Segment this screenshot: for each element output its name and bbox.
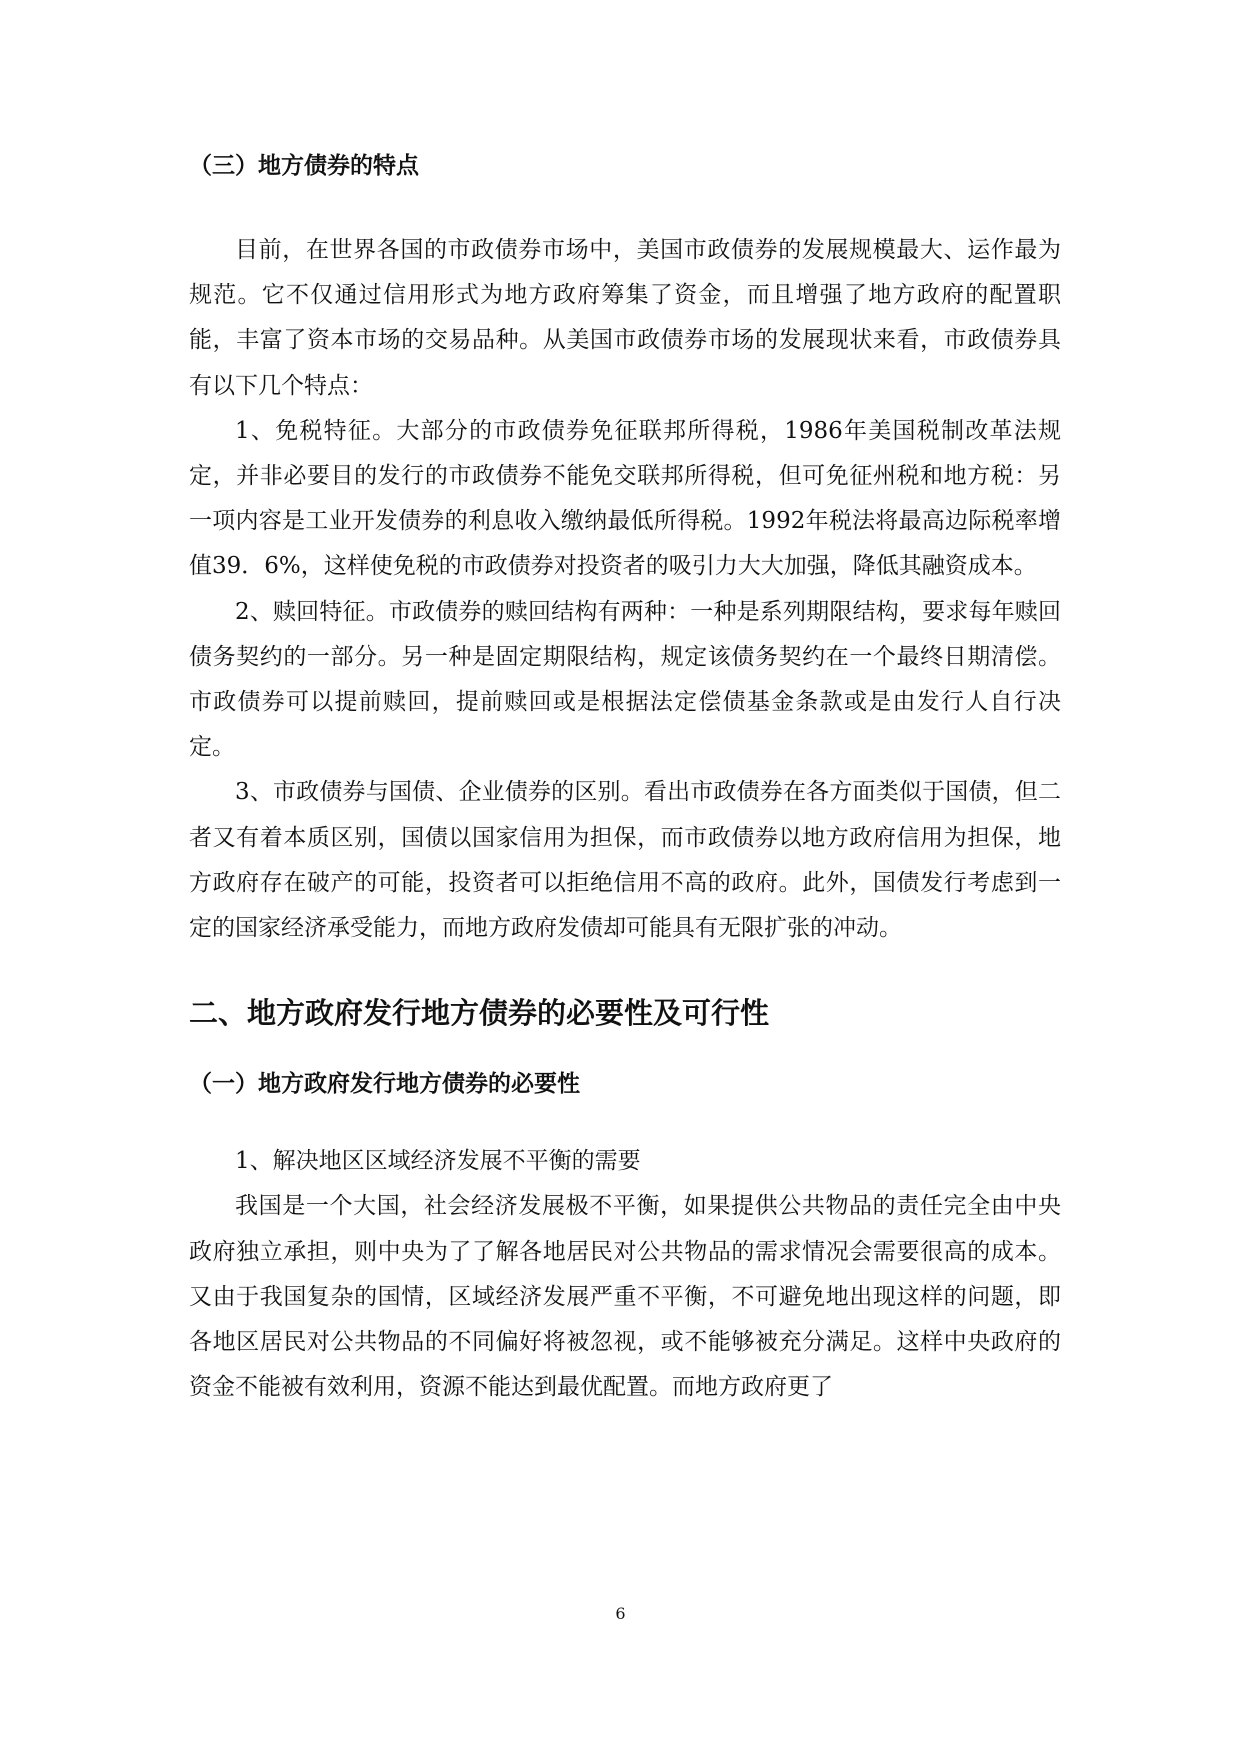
chapter-heading-necessity-feasibility: 二、地方政府发行地方债券的必要性及可行性 [189, 996, 770, 1031]
page-number: 6 [615, 1604, 626, 1623]
paragraph-tax-exemption: 1、免税特征。大部分的市政债券免征联邦所得税，1986年美国税制改革法规定，并非必要目的发行的市政债券不能免交联邦所得税，但可免征州税和地方税：另一项内容是工业开发债券的利息收入缴纳最低所得税。1992年税法将最高边际税率增值39．6%，这样使免税的市政债券对投资者的吸引力大大加强，降低其融资成本。 [189, 417, 1061, 580]
section-heading-characteristics: （三）地方债券的特点 [189, 153, 419, 179]
paragraph-redemption: 2、赎回特征。市政债券的赎回结构有两种：一种是系列期限结构，要求每年赎回债务契约的一部分。另一种是固定期限结构，规定该债务契约在一个最终日期清偿。市政债券可以提前赎回，提前赎回或是根据法定偿债基金条款或是由发行人自行决定。 [189, 598, 1061, 761]
paragraph-difference: 3、市政债券与国债、企业债券的区别。看出市政债券在各方面类似于国债，但二者又有着本质区别，国债以国家信用为担保，而市政债券以地方政府信用为担保，地方政府存在破产的可能，投资者可以拒绝信用不高的政府。此外，国债发行考虑到一定的国家经济承受能力，而地方政府发债却可能具有无限扩张的冲动。 [189, 779, 1061, 942]
subheading-regional-imbalance: 1、解决地区区域经济发展不平衡的需要 [235, 1148, 641, 1175]
paragraph-regional-imbalance: 我国是一个大国，社会经济发展极不平衡，如果提供公共物品的责任完全由中央政府独立承担，则中央为了了解各地居民对公共物品的需求情况会需要很高的成本。又由于我国复杂的国情，区域经济发展严重不平衡，不可避免地出现这样的问题，即各地区居民对公共物品的不同偏好将被忽视，或不能够被充分满足。这样中央政府的资金不能被有效利用，资源不能达到最优配置。而地方政府更了 [189, 1193, 1061, 1401]
page-content [189, 146, 1061, 1410]
section-heading-necessity: （一）地方政府发行地方债券的必要性 [189, 1071, 580, 1098]
paragraph-intro: 目前，在世界各国的市政债券市场中，美国市政债券的发展规模最大、运作最为规范。它不仅通过信用形式为地方政府筹集了资金，而且增强了地方政府的配置职能，丰富了资本市场的交易品种。从美国市政债券市场的发展现状来看，市政债券具有以下几个特点： [189, 237, 1061, 399]
